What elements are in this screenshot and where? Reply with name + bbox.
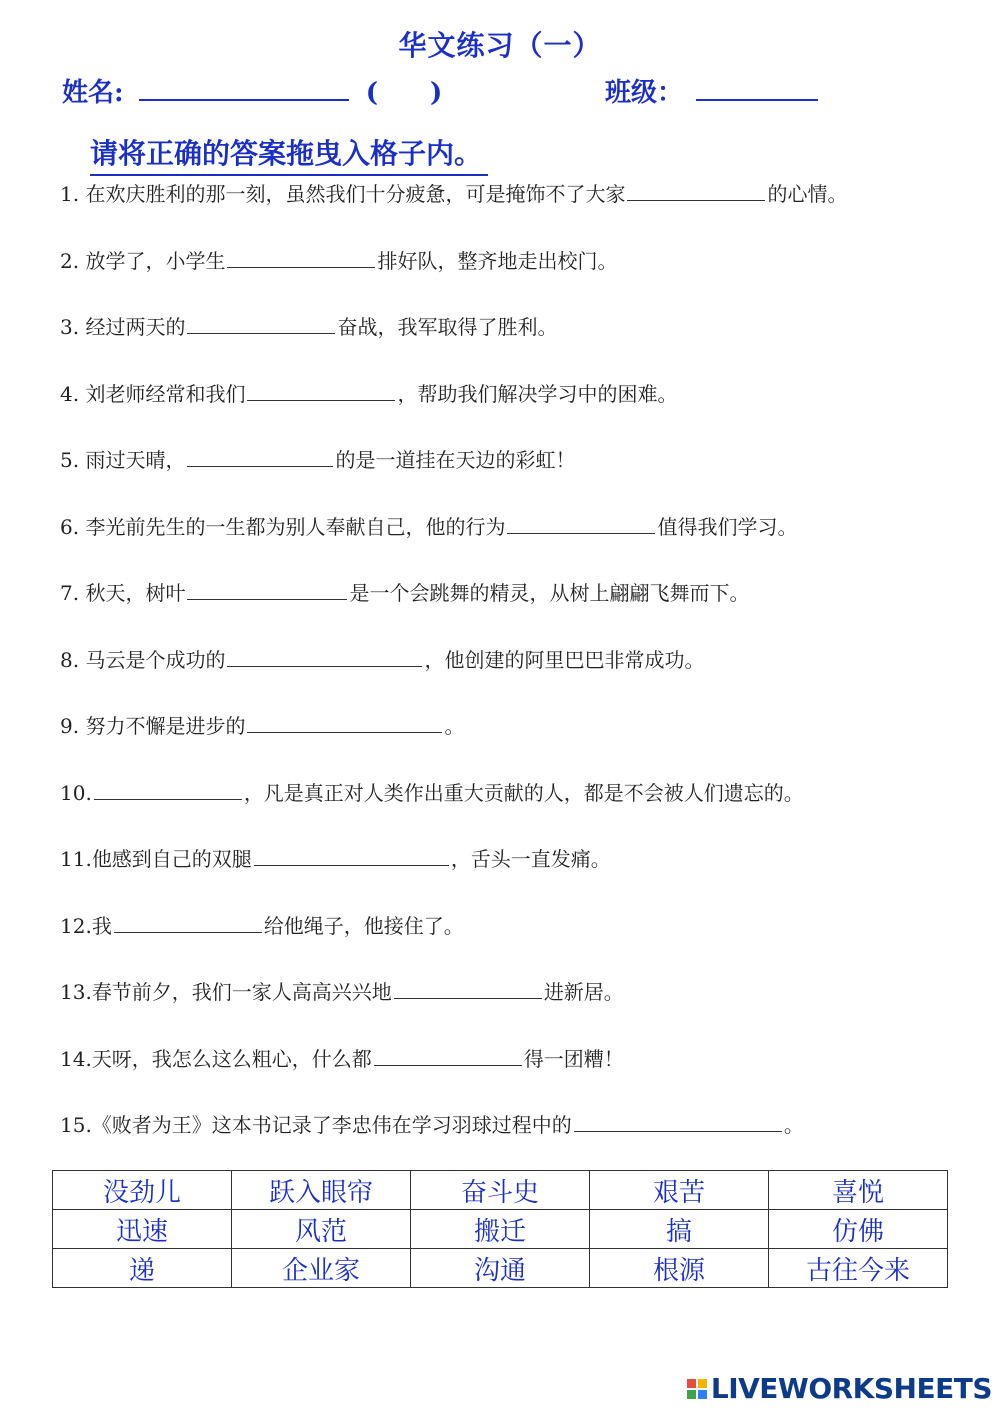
logo-square bbox=[687, 1379, 696, 1388]
answer-blank-6[interactable] bbox=[507, 513, 655, 534]
question-text-before: 《败者为王》这本书记录了李忠伟在学习羽球过程中的 bbox=[91, 1113, 572, 1137]
question-text-after: 排好队，整齐地走出校门。 bbox=[377, 248, 618, 273]
logo-square bbox=[698, 1379, 707, 1388]
question-number: 13. bbox=[60, 980, 92, 1004]
question-number: 3. bbox=[60, 315, 80, 339]
logo-text: LIVEWORKSHEETS bbox=[710, 1372, 992, 1405]
question-text-after: 得一团糟！ bbox=[523, 1046, 624, 1071]
question-1 bbox=[60, 178, 990, 245]
answer-blank-5[interactable] bbox=[187, 446, 333, 467]
class-row bbox=[605, 72, 818, 109]
question-number: 11. bbox=[60, 847, 92, 871]
question-number: 4. bbox=[60, 381, 80, 406]
answer-blank-4[interactable] bbox=[247, 380, 395, 401]
question-text-after: 奋战，我军取得了胜利。 bbox=[337, 315, 558, 339]
question-9 bbox=[60, 710, 990, 777]
answer-option[interactable]: 奋斗史 bbox=[411, 1171, 590, 1210]
question-text-after: ，帮助我们解决学习中的困难。 bbox=[397, 381, 678, 406]
answer-option[interactable]: 古往今来 bbox=[769, 1249, 948, 1288]
question-text-after: 的是一道挂在天边的彩虹！ bbox=[335, 448, 576, 472]
liveworksheets-logo bbox=[687, 1372, 992, 1405]
page-title: 华文练习（一） bbox=[398, 29, 602, 62]
question-text-before: 努力不懈是进步的 bbox=[85, 714, 246, 738]
question-text-after: 给他绳子，他接住了。 bbox=[263, 913, 464, 938]
question-text-before: 在欢庆胜利的那一刻，虽然我们十分疲惫，可是掩饰不了大家 bbox=[85, 182, 626, 206]
question-number: 7. bbox=[60, 581, 80, 605]
answer-blank-13[interactable] bbox=[394, 978, 542, 999]
question-3 bbox=[60, 311, 990, 378]
logo-square bbox=[698, 1390, 707, 1399]
question-15 bbox=[60, 1109, 990, 1176]
question-number: 5. bbox=[60, 448, 80, 472]
answer-blank-7[interactable] bbox=[187, 579, 347, 600]
question-2 bbox=[60, 245, 990, 312]
question-number: 12. bbox=[60, 913, 92, 938]
answer-blank-10[interactable] bbox=[94, 779, 242, 800]
instruction: 请将正确的答案拖曳入格子内。 bbox=[90, 132, 488, 176]
question-text-before: 李光前先生的一生都为别人奉献自己，他的行为 bbox=[85, 514, 506, 539]
question-text-before: 他感到自己的双腿 bbox=[91, 847, 252, 871]
answer-row bbox=[53, 1249, 948, 1288]
question-text-after: 值得我们学习。 bbox=[657, 514, 798, 539]
question-text-before: 雨过天晴， bbox=[85, 448, 186, 472]
answer-option[interactable]: 递 bbox=[53, 1249, 232, 1288]
answer-row bbox=[53, 1210, 948, 1249]
question-6 bbox=[60, 511, 990, 578]
question-text-before: 马云是个成功的 bbox=[85, 647, 226, 672]
answer-blank-9[interactable] bbox=[247, 712, 442, 733]
question-text-after: 。 bbox=[444, 714, 465, 738]
question-text-before: 经过两天的 bbox=[85, 315, 186, 339]
answer-option[interactable]: 迅速 bbox=[53, 1210, 232, 1249]
name-label: 姓名: bbox=[62, 78, 124, 108]
logo-icon bbox=[687, 1379, 707, 1399]
answer-option[interactable]: 搞 bbox=[590, 1210, 769, 1249]
answer-blank-2[interactable] bbox=[227, 247, 375, 268]
answer-blank-14[interactable] bbox=[374, 1045, 522, 1066]
question-number: 1. bbox=[60, 182, 80, 206]
answer-option[interactable]: 没劲儿 bbox=[53, 1171, 232, 1210]
answer-blank-12[interactable] bbox=[114, 912, 262, 933]
question-text-after: ，凡是真正对人类作出重大贡献的人，都是不会被人们遗忘的。 bbox=[243, 780, 804, 805]
answer-option[interactable]: 喜悦 bbox=[769, 1171, 948, 1210]
class-field[interactable] bbox=[696, 77, 818, 101]
logo-square bbox=[687, 1390, 696, 1399]
question-number: 8. bbox=[60, 647, 80, 672]
answer-option[interactable]: 搬迁 bbox=[411, 1210, 590, 1249]
answer-blank-15[interactable] bbox=[574, 1111, 782, 1132]
question-number: 6. bbox=[60, 514, 80, 539]
answer-option[interactable]: 艰苦 bbox=[590, 1171, 769, 1210]
answer-blank-1[interactable] bbox=[627, 180, 765, 201]
answer-bank bbox=[52, 1170, 948, 1288]
answer-blank-8[interactable] bbox=[227, 646, 422, 667]
question-7 bbox=[60, 577, 990, 644]
name-field[interactable] bbox=[139, 77, 349, 101]
class-label: 班级： bbox=[605, 78, 684, 108]
question-list bbox=[60, 178, 990, 1176]
question-text-after: ，他创建的阿里巴巴非常成功。 bbox=[424, 647, 705, 672]
name-row bbox=[62, 72, 442, 109]
answer-option[interactable]: 跃入眼帘 bbox=[232, 1171, 411, 1210]
answer-row bbox=[53, 1171, 948, 1210]
answer-option[interactable]: 仿佛 bbox=[769, 1210, 948, 1249]
answer-option[interactable]: 企业家 bbox=[232, 1249, 411, 1288]
question-text-before: 春节前夕，我们一家人高高兴兴地 bbox=[91, 980, 392, 1004]
question-8 bbox=[60, 644, 990, 711]
question-14 bbox=[60, 1043, 990, 1110]
question-5 bbox=[60, 444, 990, 511]
question-12 bbox=[60, 910, 990, 977]
question-text-after: 的心情。 bbox=[767, 182, 848, 206]
question-10 bbox=[60, 777, 990, 844]
question-11 bbox=[60, 843, 990, 910]
question-13 bbox=[60, 976, 990, 1043]
question-4 bbox=[60, 378, 990, 445]
answer-option[interactable]: 沟通 bbox=[411, 1249, 590, 1288]
question-text-before: 秋天，树叶 bbox=[85, 581, 186, 605]
answer-blank-11[interactable] bbox=[254, 845, 449, 866]
answer-option[interactable]: 根源 bbox=[590, 1249, 769, 1288]
question-text-after: 。 bbox=[783, 1113, 804, 1137]
answer-option[interactable]: 风范 bbox=[232, 1210, 411, 1249]
question-text-after: 是一个会跳舞的精灵，从树上翩翩飞舞而下。 bbox=[349, 581, 750, 605]
answer-blank-3[interactable] bbox=[187, 313, 335, 334]
question-number: 14. bbox=[60, 1046, 92, 1071]
question-text-after: 进新居。 bbox=[543, 980, 624, 1004]
number-paren[interactable]: ( ) bbox=[365, 78, 443, 108]
question-number: 15. bbox=[60, 1113, 92, 1137]
question-number: 2. bbox=[60, 248, 80, 273]
question-text-before: 放学了，小学生 bbox=[85, 248, 226, 273]
question-text-before: 刘老师经常和我们 bbox=[85, 381, 246, 406]
question-number: 10. bbox=[60, 780, 92, 805]
question-text-before: 天呀，我怎么这么粗心，什么都 bbox=[91, 1046, 372, 1071]
question-text-after: ，舌头一直发痛。 bbox=[450, 847, 611, 871]
question-text-before: 我 bbox=[91, 913, 112, 938]
question-number: 9. bbox=[60, 714, 80, 738]
